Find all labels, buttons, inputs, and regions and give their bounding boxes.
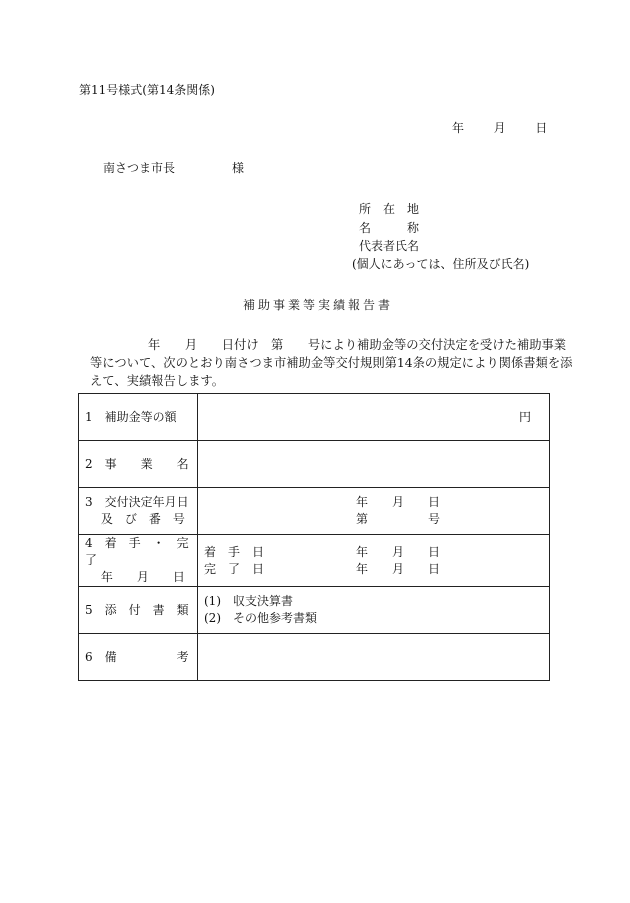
row-label (79, 535, 201, 587)
decision-number: 第 号 (356, 512, 441, 526)
body-line: 年 月 日付け 第 号により補助金等の交付決定を受けた補助事業 (148, 338, 567, 352)
attachment-item: (1) 収支決算書 (204, 594, 293, 608)
table-row (79, 634, 550, 681)
addressee-name: 南さつま市長 (103, 161, 176, 175)
row-label (79, 441, 198, 488)
date-day-label: 日 (535, 121, 548, 135)
row-label-line: 年 月 日 (85, 570, 185, 584)
date-month-label: 月 (493, 121, 506, 135)
completion-date-label: 完 了 日 (204, 561, 265, 576)
decision-date: 年 月 日 (356, 495, 441, 509)
row-label (79, 488, 198, 535)
applicant-name-label: 名 称 (359, 221, 420, 235)
row-label-line: 6 備 考 (85, 649, 189, 664)
table-row (79, 488, 550, 535)
applicant-address-label: 所 在 地 (359, 202, 420, 216)
row-label-line: 5 添 付 書 類 (85, 602, 189, 617)
attachment-item: (2) その他参考書類 (204, 611, 317, 625)
row-label-line: 1 補助金等の額 (85, 409, 177, 424)
start-completion-cell (198, 535, 550, 587)
row-label (79, 394, 198, 441)
subsidy-amount-cell (198, 394, 550, 441)
submission-date (452, 120, 547, 136)
table-row (79, 394, 550, 441)
row-label-line: 2 事 業 名 (85, 456, 189, 471)
row-label (79, 634, 198, 681)
table-row (79, 587, 550, 634)
addressee-honorific: 様 (232, 161, 245, 175)
report-table (78, 393, 550, 681)
table-row (79, 535, 550, 587)
document-title: 補助事業等実績報告書 (243, 298, 394, 312)
decision-date-cell (198, 488, 550, 535)
row-label-line: 4 着 手 ・ 完 了 (85, 536, 201, 567)
table-row (79, 441, 550, 488)
applicant-representative-label: 代表者氏名 (359, 239, 420, 253)
completion-date: 年 月 日 (356, 561, 441, 576)
start-date-label: 着 手 日 (204, 544, 265, 559)
project-name-cell (198, 441, 550, 488)
yen-unit: 円 (518, 410, 531, 424)
start-date: 年 月 日 (356, 544, 441, 559)
row-label-line: 及 び 番 号 (85, 512, 185, 526)
remarks-cell (198, 634, 550, 681)
form-number: 第11号様式(第14条関係) (79, 83, 215, 97)
body-line: えて、実績報告します。 (90, 374, 225, 388)
row-label-line: 3 交付決定年月日 (85, 495, 189, 509)
date-year-label: 年 (452, 121, 465, 135)
attachments-cell (198, 587, 550, 634)
applicant-individual-note: (個人にあっては、住所及び氏名) (352, 257, 530, 271)
row-label (79, 587, 198, 634)
body-line: 等について、次のとおり南さつま市補助金等交付規則第14条の規定により関係書類を添 (90, 356, 573, 370)
body-paragraph (90, 336, 573, 390)
